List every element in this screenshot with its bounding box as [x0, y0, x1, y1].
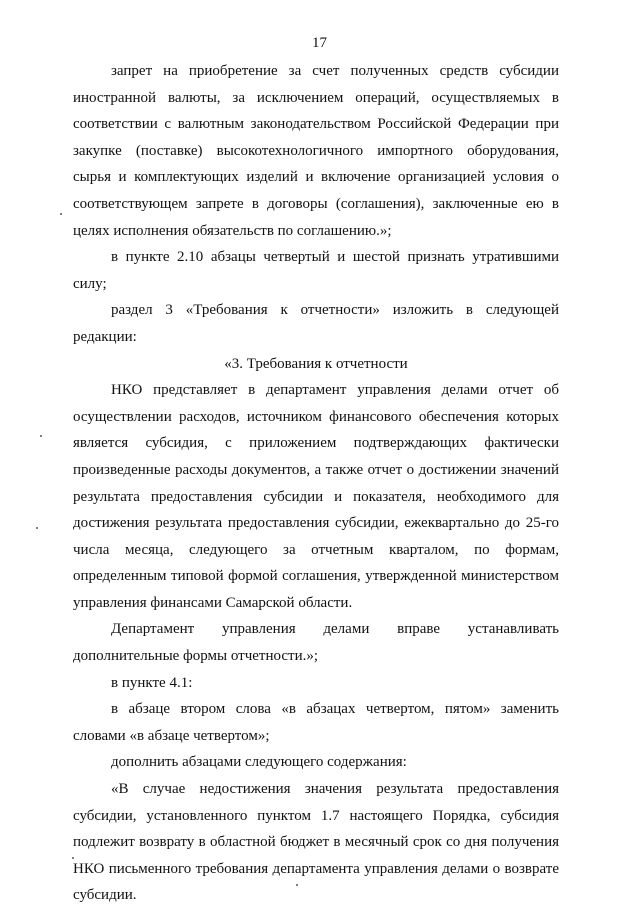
document-body: [73, 58, 559, 909]
scan-speck: [36, 527, 38, 529]
scan-speck: [60, 213, 62, 215]
paragraph-nko-report: НКО представляет в департамент управления делами отчет об осуществлении расходов, источником финансового обеспечения которых является субсидия, с приложением подтверждающих фактически произведенные расходы документов, а также отчет о достижении значений результата предоставления субсидии и показателя, необходимого для достижения результата предоставления субсидии, ежеквартально до 25-го числа месяца, следующего за отчетным кварталом, по формам, определенным типовой формой соглашения, утвержденной министерством управления финансами Самарской области.: [73, 382, 559, 611]
scan-speck: [72, 857, 74, 859]
paragraph-additional-forms: Департамент управления делами вправе устанавливать дополнительные формы отчетности.»;: [73, 621, 559, 665]
paragraph-section-3-intro: раздел 3 «Требования к отчетности» изложить в следующей редакции:: [73, 302, 559, 345]
paragraph-point-2-10: в пункте 2.10 абзацы четвертый и шестой признать утратившими силу;: [73, 249, 559, 292]
paragraph-supplement: дополнить абзацами следующего содержания:: [111, 754, 407, 771]
scan-speck: [40, 435, 42, 437]
paragraph-point-4-1: в пункте 4.1:: [111, 674, 193, 691]
paragraph-subsidy-return: «В случае недостижения значения результата предоставления субсидии, установленного пунктом 1.7 настоящего Порядка, субсидия подлежит возврату в областной бюджет в месячный срок со дня получения НКО письменного требования департамента управления делами о возврате субсидии.: [73, 781, 559, 904]
section-3-heading: «3. Требования к отчетности: [224, 355, 408, 372]
paragraph-second-abzats: в абзаце втором слова «в абзацах четвертом, пятом» заменить словами «в абзаце четвертом»;: [73, 701, 559, 744]
page-number: 17: [312, 35, 327, 51]
paragraph-currency-ban: запрет на приобретение за счет полученных средств субсидии иностранной валюты, за исключением операций, осуществляемых в соответствии с валютным законодательством Российской Федерации при закупке (поставке) высокотехнологичного импортного оборудования, сырья и комплектующих изделий и включение организацией условия о соответствующем запрете в договоры (соглашения), заключенные ею в целях исполнения обязательств по соглашению.»;: [73, 63, 559, 239]
scan-speck: [296, 884, 298, 886]
